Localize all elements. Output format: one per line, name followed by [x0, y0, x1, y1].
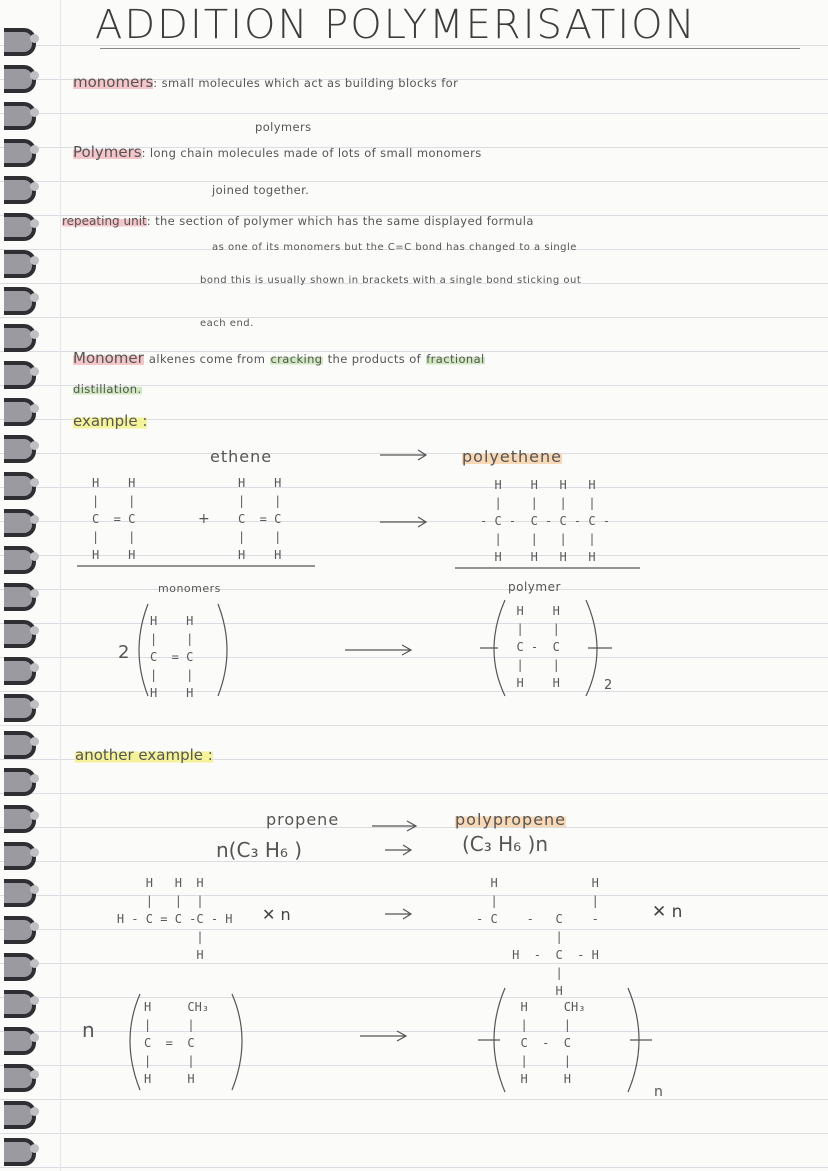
subscript-n: n: [654, 1084, 664, 1100]
page-title: ADDITION POLYMERISATION: [95, 2, 697, 48]
example-label: example :: [73, 412, 148, 430]
another-example-label: another example :: [75, 746, 213, 764]
def-polymers-2: joined together.: [212, 183, 310, 197]
propene-formula: n(C₃ H₆ ): [216, 838, 303, 862]
polyethene-structure: H H H H | | | | - C - C - C - C - | | | | H H H H: [480, 478, 611, 564]
arrow-names-1: [380, 450, 426, 460]
def-repeating-3: bond this is usually shown in brackets with a single bond sticking out: [200, 275, 582, 286]
def-monomer-2: the products of: [327, 352, 422, 366]
def-monomers-2: polymers: [255, 120, 312, 134]
polypropene-formula: (C₃ H₆ )n: [462, 832, 549, 856]
arrow-structures-1: [380, 517, 426, 527]
propene-structure: H H H | | | H - C = C -C - H | H: [116, 876, 233, 962]
subscript-2: 2: [604, 678, 613, 693]
def-monomer-fractional: fractional: [426, 352, 485, 366]
def-polymers-1: : long chain molecules made of lots of small monomers: [141, 146, 482, 160]
def-monomer-3: distillation.: [73, 382, 142, 396]
arrow-formula-2: [385, 845, 411, 855]
times-n-1: ✕ n: [262, 905, 291, 924]
def-monomer-cracking: cracking: [270, 352, 323, 366]
times-n-2: ✕ n: [652, 902, 683, 922]
ethene-label: ethene: [210, 447, 273, 466]
arrow-brackets-2: [360, 1031, 406, 1041]
term-polymers: Polymers: [73, 143, 142, 161]
arrow-names-2: [372, 821, 416, 831]
polypropene-structure: H H | | - C - C - | H - C - H | H: [476, 876, 599, 998]
repeat-unit-structure-1: H H | | C - C | | H H: [516, 604, 560, 690]
monomers-label: monomers: [158, 582, 221, 595]
propene-bracket-structure: H CH₃ | | C = C | | H H: [144, 1000, 210, 1086]
def-monomer-1: alkenes come from: [148, 352, 266, 366]
coefficient-2: 2: [118, 642, 130, 663]
polymer-label: polymer: [508, 580, 561, 594]
arrow-brackets-1: [345, 645, 411, 655]
term-repeating-unit: repeating unit: [62, 214, 147, 228]
propene-label: propene: [266, 810, 340, 829]
term-monomer: Monomer: [73, 349, 144, 367]
bracket-left-1: [139, 604, 148, 696]
polyethene-label: polyethene: [462, 447, 562, 466]
bracket-left-3: [130, 994, 140, 1090]
arrow-structures-2: [385, 909, 411, 919]
bracket-right-1: [218, 604, 227, 696]
ethene-structure-1: H H | | C = C | | H H: [92, 476, 136, 562]
coefficient-n: n: [82, 1018, 95, 1042]
bracket-right-3: [232, 994, 242, 1090]
repeat-unit-structure-2: H CH₃ | | C - C | | H H: [520, 1000, 586, 1086]
polypropene-label: polypropene: [455, 810, 567, 829]
ethene-structure-2: H H | | C = C | | H H: [238, 476, 282, 562]
monomer-bracket-structure: H H | | C = C | | H H: [150, 614, 194, 700]
plus-sign: +: [198, 511, 211, 527]
def-repeating-1: : the section of polymer which has the same displayed formula: [146, 214, 534, 228]
def-repeating-2: as one of its monomers but the C=C bond has changed to a single: [212, 242, 577, 253]
def-monomers-1: : small molecules which act as building blocks for: [153, 76, 459, 90]
term-monomers: monomers: [73, 73, 154, 91]
def-repeating-4: each end.: [200, 318, 254, 329]
